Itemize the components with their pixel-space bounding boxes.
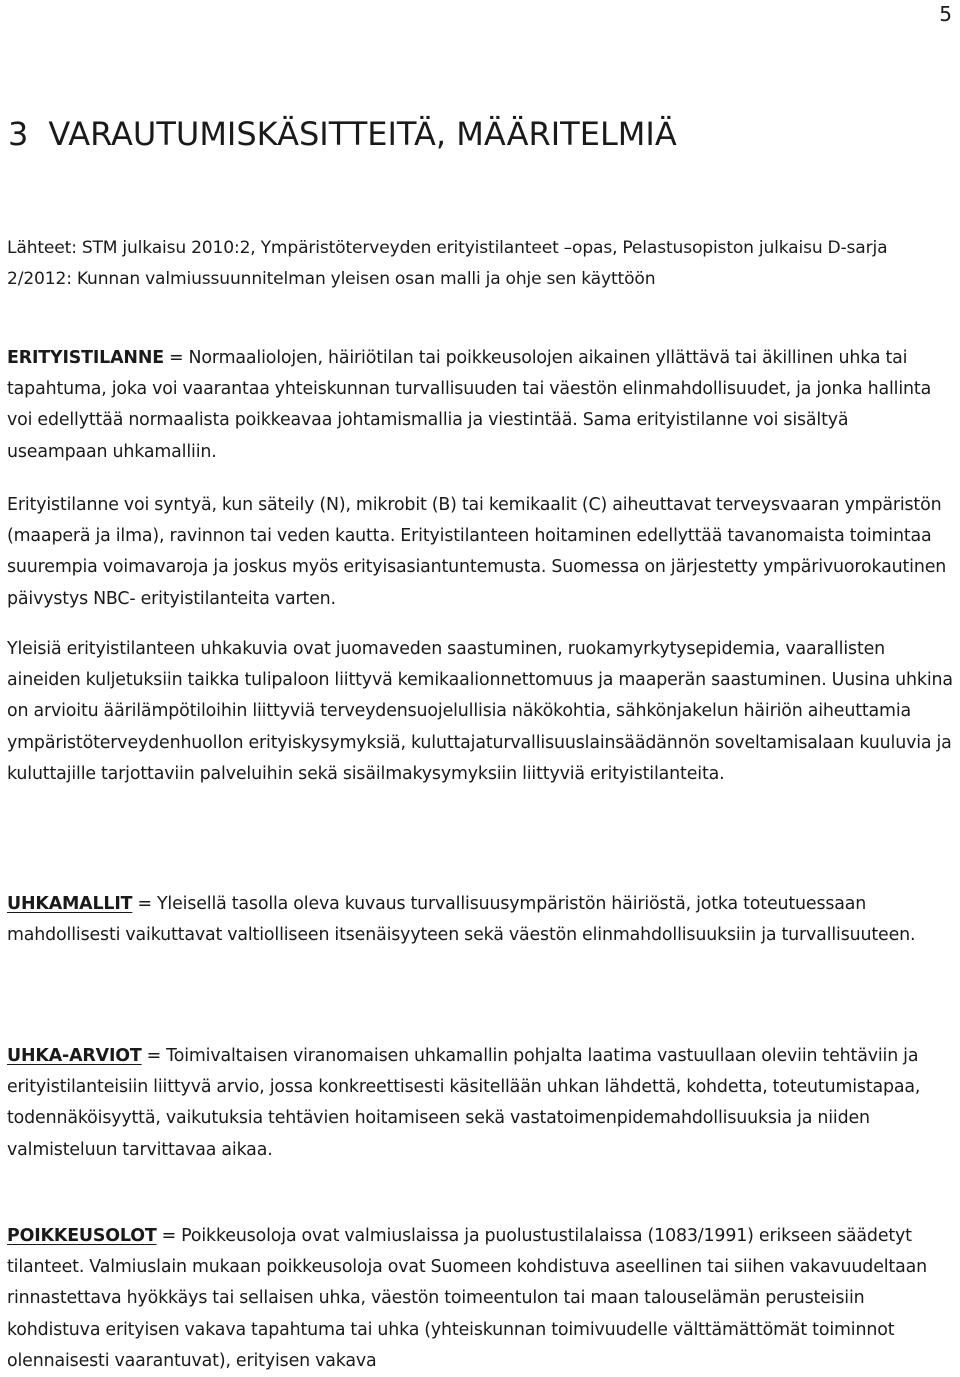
- definition-uhka-arviot-text: = Toimivaltaisen viranomaisen uhkamallin pohjalta laatima vastuullaan oleviin tehtäviin ja erityistilanteisiin liittyvä arvio, jossa konkreettisesti käsitellään uhkan lähdettä, kohdetta, toteutumistapaa, todennäköisyyttä, vaikutuksia tehtävien hoitamiseen sekä vastatoimenpidemahdollisuuksia ja niiden valmisteluun tarvittavaa aikaa.: [7, 1046, 921, 1160]
- term-poikkeusolot: POIKKEUSOLOT: [7, 1226, 157, 1246]
- definition-erityistilanne-text: = Normaaliolojen, häiriötilan tai poikkeusolojen aikainen yllättävä tai äkillinen uhka tai tapahtuma, joka voi vaarantaa yhteiskunnan turvallisuuden tai väestön elinmahdollisuudet, ja jonka hallinta voi edellyttää normaalista poikkeavaa johtamismallia ja viestintää. Sama erityistilanne voi sisältyä useampaan uhkamalliin.: [7, 348, 932, 462]
- page-number: 5: [939, 2, 952, 26]
- term-uhka-arviot: UHKA-ARVIOT: [7, 1046, 142, 1066]
- term-uhkamallit: UHKAMALLIT: [7, 894, 133, 914]
- chapter-title: VARAUTUMISKÄSITTEITÄ, MÄÄRITELMIÄ: [48, 115, 677, 153]
- term-erityistilanne: ERITYISTILANNE: [7, 348, 164, 368]
- definition-uhka-arviot: [7, 1041, 953, 1166]
- sources-paragraph: Lähteet: STM julkaisu 2010:2, Ympäristöterveyden erityistilanteet –opas, Pelastusopiston julkaisu D-sarja 2/2012: Kunnan valmiussuunnitelman yleisen osan malli ja ohje sen käyttöön: [7, 238, 888, 290]
- definition-erityistilanne: [7, 343, 953, 468]
- definition-poikkeusolot: [7, 1221, 953, 1377]
- definition-uhkamallit: [7, 889, 953, 951]
- erityistilanne-paragraph-2: Erityistilanne voi syntyä, kun säteily (N), mikrobit (B) tai kemikaalit (C) aiheuttavat terveysvaaran ympäristön (maaperä ja ilma), ravinnon tai veden kautta. Erityistilanteen hoitaminen edellyttää tavanomaista toimintaa suurempia voimavaroja ja joskus myös erityisasiantuntemusta. Suomessa on järjestetty ympärivuorokautinen päivystys NBC- erityistilanteita varten.: [7, 495, 947, 609]
- definition-poikkeusolot-text: = Poikkeusoloja ovat valmiuslaissa ja puolustustilalaissa (1083/1991) erikseen säädetyt tilanteet. Valmiuslain mukaan poikkeusoloja ovat Suomeen kohdistuva aseellinen tai siihen vakavuudeltaan rinnastettava hyökkäys tai sellaisen uhka, väestön toimeentulon tai maan talouselämän perusteisiin kohdistuva erityisen vakava tapahtuma tai uhka (yhteiskunnan toimivuudelle välttämättömät toiminnot olennaisesti vaarantuvat), erityisen vakava: [7, 1226, 927, 1371]
- chapter-number: 3: [8, 115, 29, 153]
- chapter-heading: [8, 112, 677, 156]
- erityistilanne-paragraph-3: Yleisiä erityistilanteen uhkakuvia ovat juomaveden saastuminen, ruokamyrkytysepidemia, vaarallisten aineiden kuljetuksiin taikka tulipaloon liittyvä kemikaalionnettomuus ja maaperän saastuminen. Uusina uhkina on arvioitu äärilämpötiloihin liittyviä terveydensuojelullisia näkökohtia, sähkönjakelun häiriön aiheuttamia ympäristöterveydenhuollon erityiskysymyksiä, kuluttajaturvallisuuslainsäädännön soveltamisalaan kuuluvia ja kuluttajille tarjottaviin palveluihin sekä sisäilmakysymyksiin liittyviä erityistilanteita.: [7, 639, 953, 784]
- definition-uhkamallit-text: = Yleisellä tasolla oleva kuvaus turvallisuusympäristön häiriöstä, jotka toteutuessaan mahdollisesti vaikuttavat valtiolliseen itsenäisyyteen sekä väestön elinmahdollisuuksiin ja turvallisuuteen.: [7, 894, 916, 946]
